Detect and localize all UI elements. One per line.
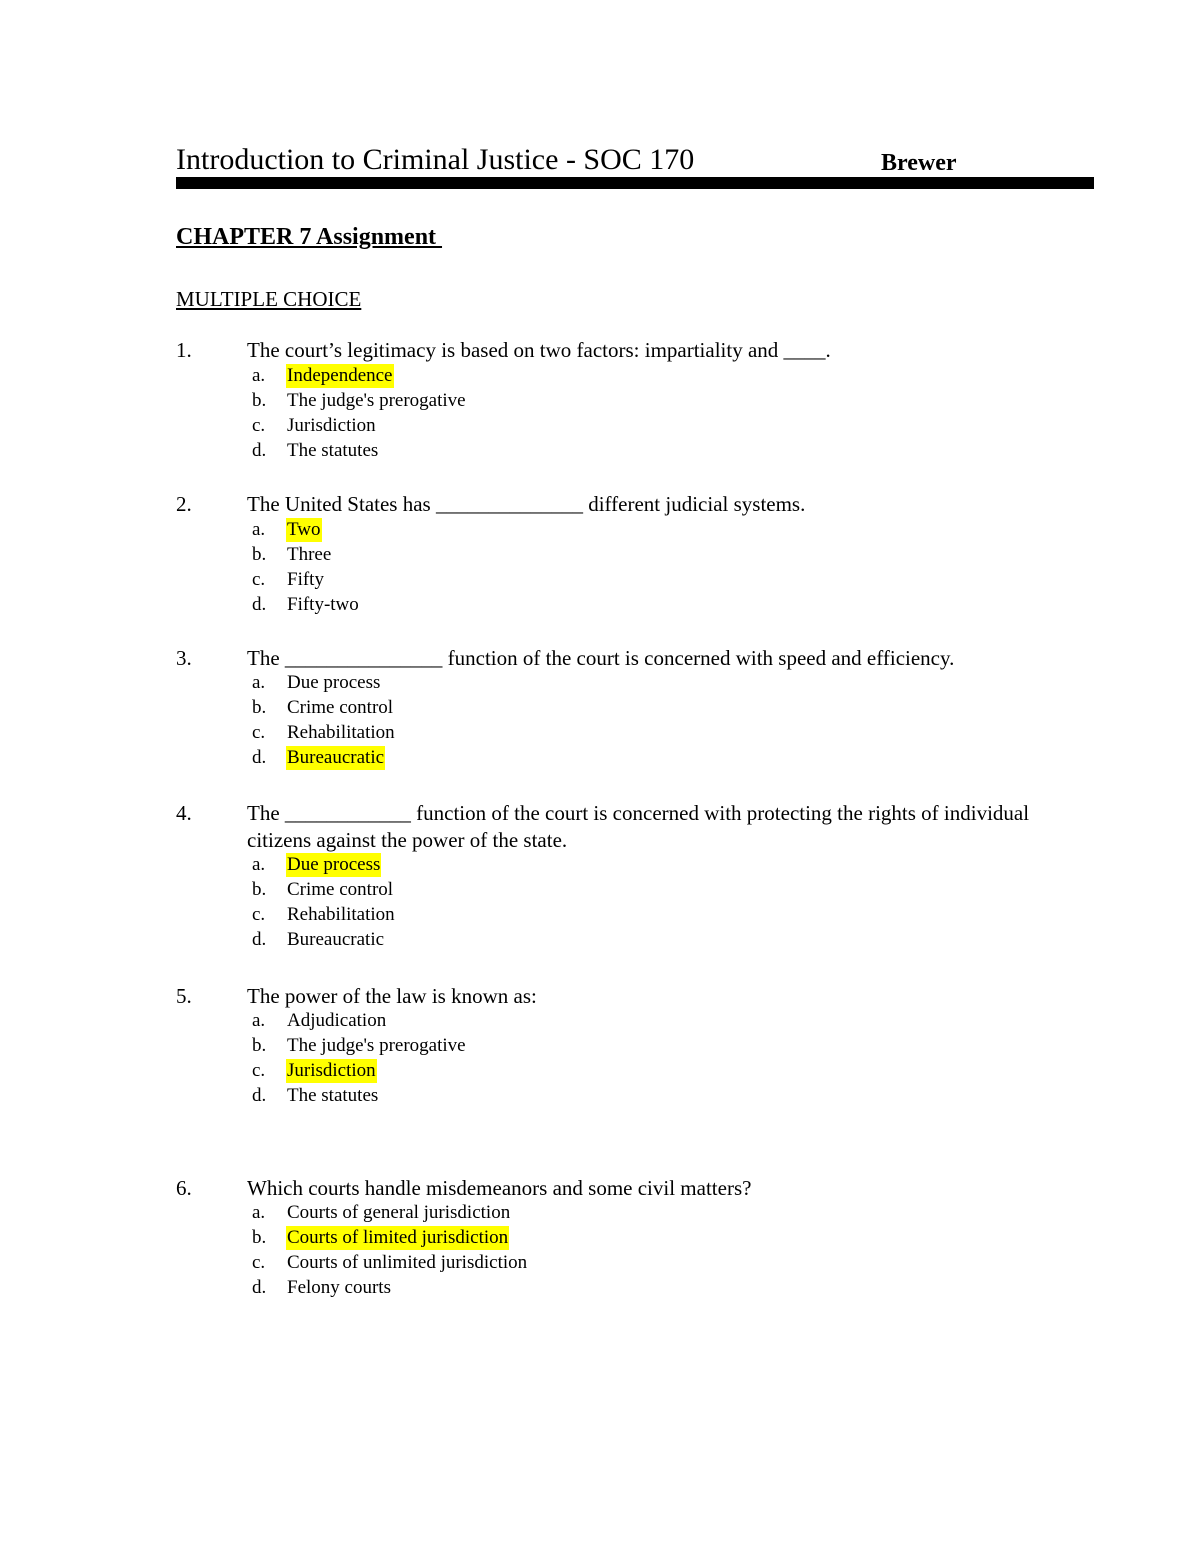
option-letter: b. bbox=[252, 544, 267, 565]
options-list bbox=[252, 1009, 952, 1109]
option-letter: d. bbox=[252, 1277, 267, 1298]
option-text: Due process bbox=[287, 854, 381, 875]
option-letter: b. bbox=[252, 1227, 267, 1248]
option-letter: d. bbox=[252, 440, 267, 461]
option-c bbox=[252, 414, 952, 439]
option-text: Rehabilitation bbox=[287, 722, 395, 743]
option-b bbox=[252, 1034, 952, 1059]
option-text: The judge's prerogative bbox=[287, 1035, 466, 1056]
course-title: Introduction to Criminal Justice - SOC 170 bbox=[176, 143, 695, 176]
option-b bbox=[252, 696, 952, 721]
option-c bbox=[252, 568, 952, 593]
section-heading: MULTIPLE CHOICE bbox=[176, 287, 362, 311]
option-letter: c. bbox=[252, 722, 266, 743]
option-d bbox=[252, 1276, 952, 1301]
question-text: The United States has ______________ different judicial systems. bbox=[247, 492, 806, 516]
option-letter: c. bbox=[252, 904, 266, 925]
option-c bbox=[252, 903, 952, 928]
option-letter: c. bbox=[252, 415, 266, 436]
question-text: Which courts handle misdemeanors and some civil matters? bbox=[247, 1176, 752, 1200]
option-letter: d. bbox=[252, 1085, 267, 1106]
options-list bbox=[252, 1201, 952, 1301]
option-text: The statutes bbox=[287, 440, 379, 461]
option-text: Crime control bbox=[287, 697, 394, 718]
option-letter: b. bbox=[252, 390, 267, 411]
option-letter: a. bbox=[252, 672, 266, 693]
option-text: Adjudication bbox=[287, 1010, 387, 1031]
option-letter: b. bbox=[252, 697, 267, 718]
option-letter: a. bbox=[252, 854, 266, 875]
option-text: Bureaucratic bbox=[287, 747, 385, 768]
option-a bbox=[252, 1201, 952, 1226]
option-text: Crime control bbox=[287, 879, 394, 900]
option-text: Rehabilitation bbox=[287, 904, 395, 925]
option-letter: a. bbox=[252, 519, 266, 540]
option-text: Independence bbox=[287, 365, 393, 386]
option-letter: d. bbox=[252, 929, 267, 950]
option-b bbox=[252, 389, 952, 414]
option-text: The statutes bbox=[287, 1085, 379, 1106]
option-text: Courts of general jurisdiction bbox=[287, 1202, 511, 1223]
option-letter: c. bbox=[252, 1252, 266, 1273]
option-d bbox=[252, 593, 952, 618]
question-number: 4. bbox=[176, 801, 192, 825]
question-number: 1. bbox=[176, 338, 192, 362]
option-a bbox=[252, 364, 952, 389]
option-letter: c. bbox=[252, 1060, 266, 1081]
option-a bbox=[252, 518, 952, 543]
option-d bbox=[252, 746, 952, 771]
option-text: Jurisdiction bbox=[287, 415, 376, 436]
option-letter: d. bbox=[252, 747, 267, 768]
option-c bbox=[252, 1059, 952, 1084]
question-number: 2. bbox=[176, 492, 192, 516]
option-letter: c. bbox=[252, 569, 266, 590]
options-list bbox=[252, 671, 952, 771]
option-text: Courts of limited jurisdiction bbox=[287, 1227, 509, 1248]
option-text: Courts of unlimited jurisdiction bbox=[287, 1252, 528, 1273]
option-b bbox=[252, 543, 952, 568]
option-letter: a. bbox=[252, 1202, 266, 1223]
header-rule bbox=[176, 177, 1094, 189]
option-b bbox=[252, 1226, 952, 1251]
question-number: 3. bbox=[176, 646, 192, 670]
option-letter: d. bbox=[252, 594, 267, 615]
option-text: The judge's prerogative bbox=[287, 390, 466, 411]
options-list bbox=[252, 364, 952, 464]
options-list bbox=[252, 853, 952, 953]
option-letter: b. bbox=[252, 1035, 267, 1056]
option-c bbox=[252, 1251, 952, 1276]
option-text: Fifty bbox=[287, 569, 324, 590]
question-text: The court’s legitimacy is based on two factors: impartiality and ____. bbox=[247, 338, 831, 362]
option-text: Two bbox=[287, 519, 321, 540]
instructor-name: Brewer bbox=[881, 150, 957, 176]
option-a bbox=[252, 1009, 952, 1034]
option-d bbox=[252, 928, 952, 953]
question-number: 5. bbox=[176, 984, 192, 1008]
option-b bbox=[252, 878, 952, 903]
option-text: Fifty-two bbox=[287, 594, 359, 615]
option-d bbox=[252, 1084, 952, 1109]
option-d bbox=[252, 439, 952, 464]
option-a bbox=[252, 853, 952, 878]
option-letter: b. bbox=[252, 879, 267, 900]
question-text: The ____________ function of the court is concerned with protecting the rights of individual citizens against the power of the state. bbox=[247, 801, 1030, 852]
question-number: 6. bbox=[176, 1176, 192, 1200]
options-list bbox=[252, 518, 952, 618]
option-c bbox=[252, 721, 952, 746]
option-text: Due process bbox=[287, 672, 381, 693]
question-text: The _______________ function of the court is concerned with speed and efficiency. bbox=[247, 646, 955, 670]
chapter-heading: CHAPTER 7 Assignment bbox=[176, 224, 443, 250]
question-text: The power of the law is known as: bbox=[247, 984, 537, 1008]
option-text: Three bbox=[287, 544, 332, 565]
option-text: Bureaucratic bbox=[287, 929, 385, 950]
option-text: Felony courts bbox=[287, 1277, 391, 1298]
option-text: Jurisdiction bbox=[287, 1060, 376, 1081]
option-letter: a. bbox=[252, 365, 266, 386]
option-letter: a. bbox=[252, 1010, 266, 1031]
option-a bbox=[252, 671, 952, 696]
